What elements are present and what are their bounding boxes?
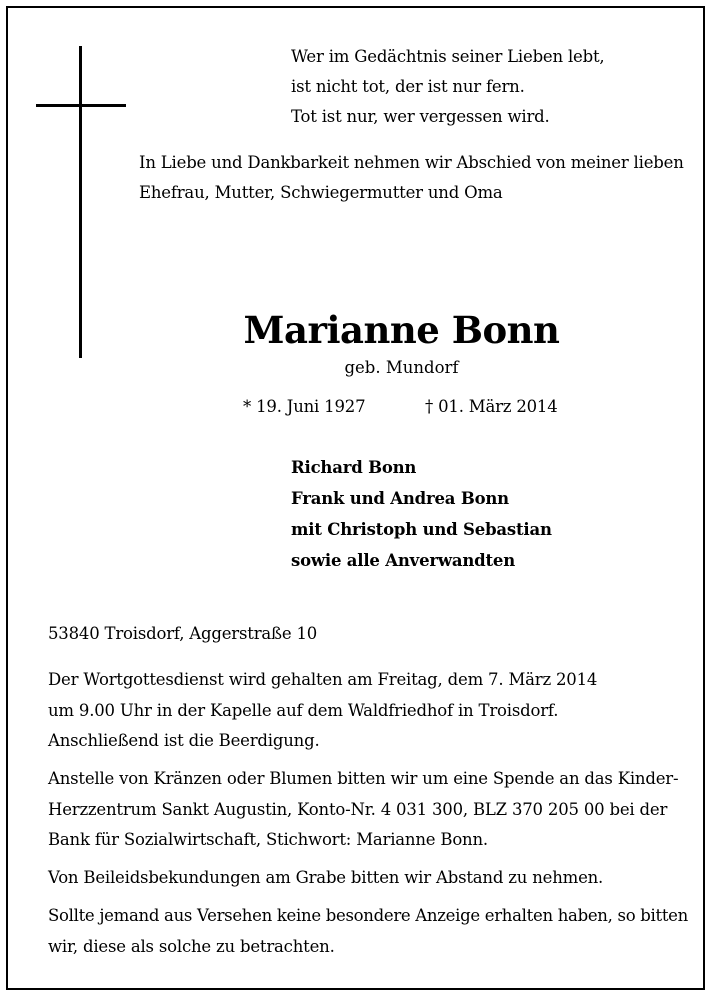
donation-line-2: Herzzentrum Sankt Augustin, Konto-Nr. 4 031 300, BLZ 370 205 00 bei der [48,800,668,819]
mourner-line: Frank und Andrea Bonn [291,489,509,508]
notice-line-1: Sollte jemand aus Versehen keine besondere Anzeige erhalten haben, so bitten [48,906,688,925]
address: 53840 Troisdorf, Aggerstraße 10 [48,624,318,643]
cross-icon-crossbar [36,104,126,107]
service-line-2: um 9.00 Uhr in der Kapelle auf dem Waldfriedhof in Troisdorf. [48,701,559,720]
mourner-line: sowie alle Anverwandten [291,551,515,570]
poem-line-3: Tot ist nur, wer vergessen wird. [291,107,550,126]
condolences-note: Von Beileidsbekundungen am Grabe bitten wir Abstand zu nehmen. [48,868,604,887]
poem-line-2: ist nicht tot, der ist nur fern. [291,77,525,96]
poem-line-1: Wer im Gedächtnis seiner Lieben lebt, [291,47,605,66]
mourner-line: mit Christoph und Sebastian [291,520,552,539]
intro-line-1: In Liebe und Dankbarkeit nehmen wir Abschied von meiner lieben [139,153,684,172]
maiden-name: geb. Mundorf [344,358,459,377]
mourner-line: Richard Bonn [291,458,417,477]
birth-date: * 19. Juni 1927 [243,397,366,416]
service-line-1: Der Wortgottesdienst wird gehalten am Freitag, dem 7. März 2014 [48,670,598,689]
death-date: † 01. März 2014 [425,397,558,416]
intro-line-2: Ehefrau, Mutter, Schwiegermutter und Oma [139,183,503,202]
donation-line-1: Anstelle von Kränzen oder Blumen bitten wir um eine Spende an das Kinder- [48,769,679,788]
service-line-3: Anschließend ist die Beerdigung. [48,731,320,750]
donation-line-3: Bank für Sozialwirtschaft, Stichwort: Marianne Bonn. [48,830,488,849]
deceased-name: Marianne Bonn [243,308,560,352]
notice-line-2: wir, diese als solche zu betrachten. [48,937,335,956]
